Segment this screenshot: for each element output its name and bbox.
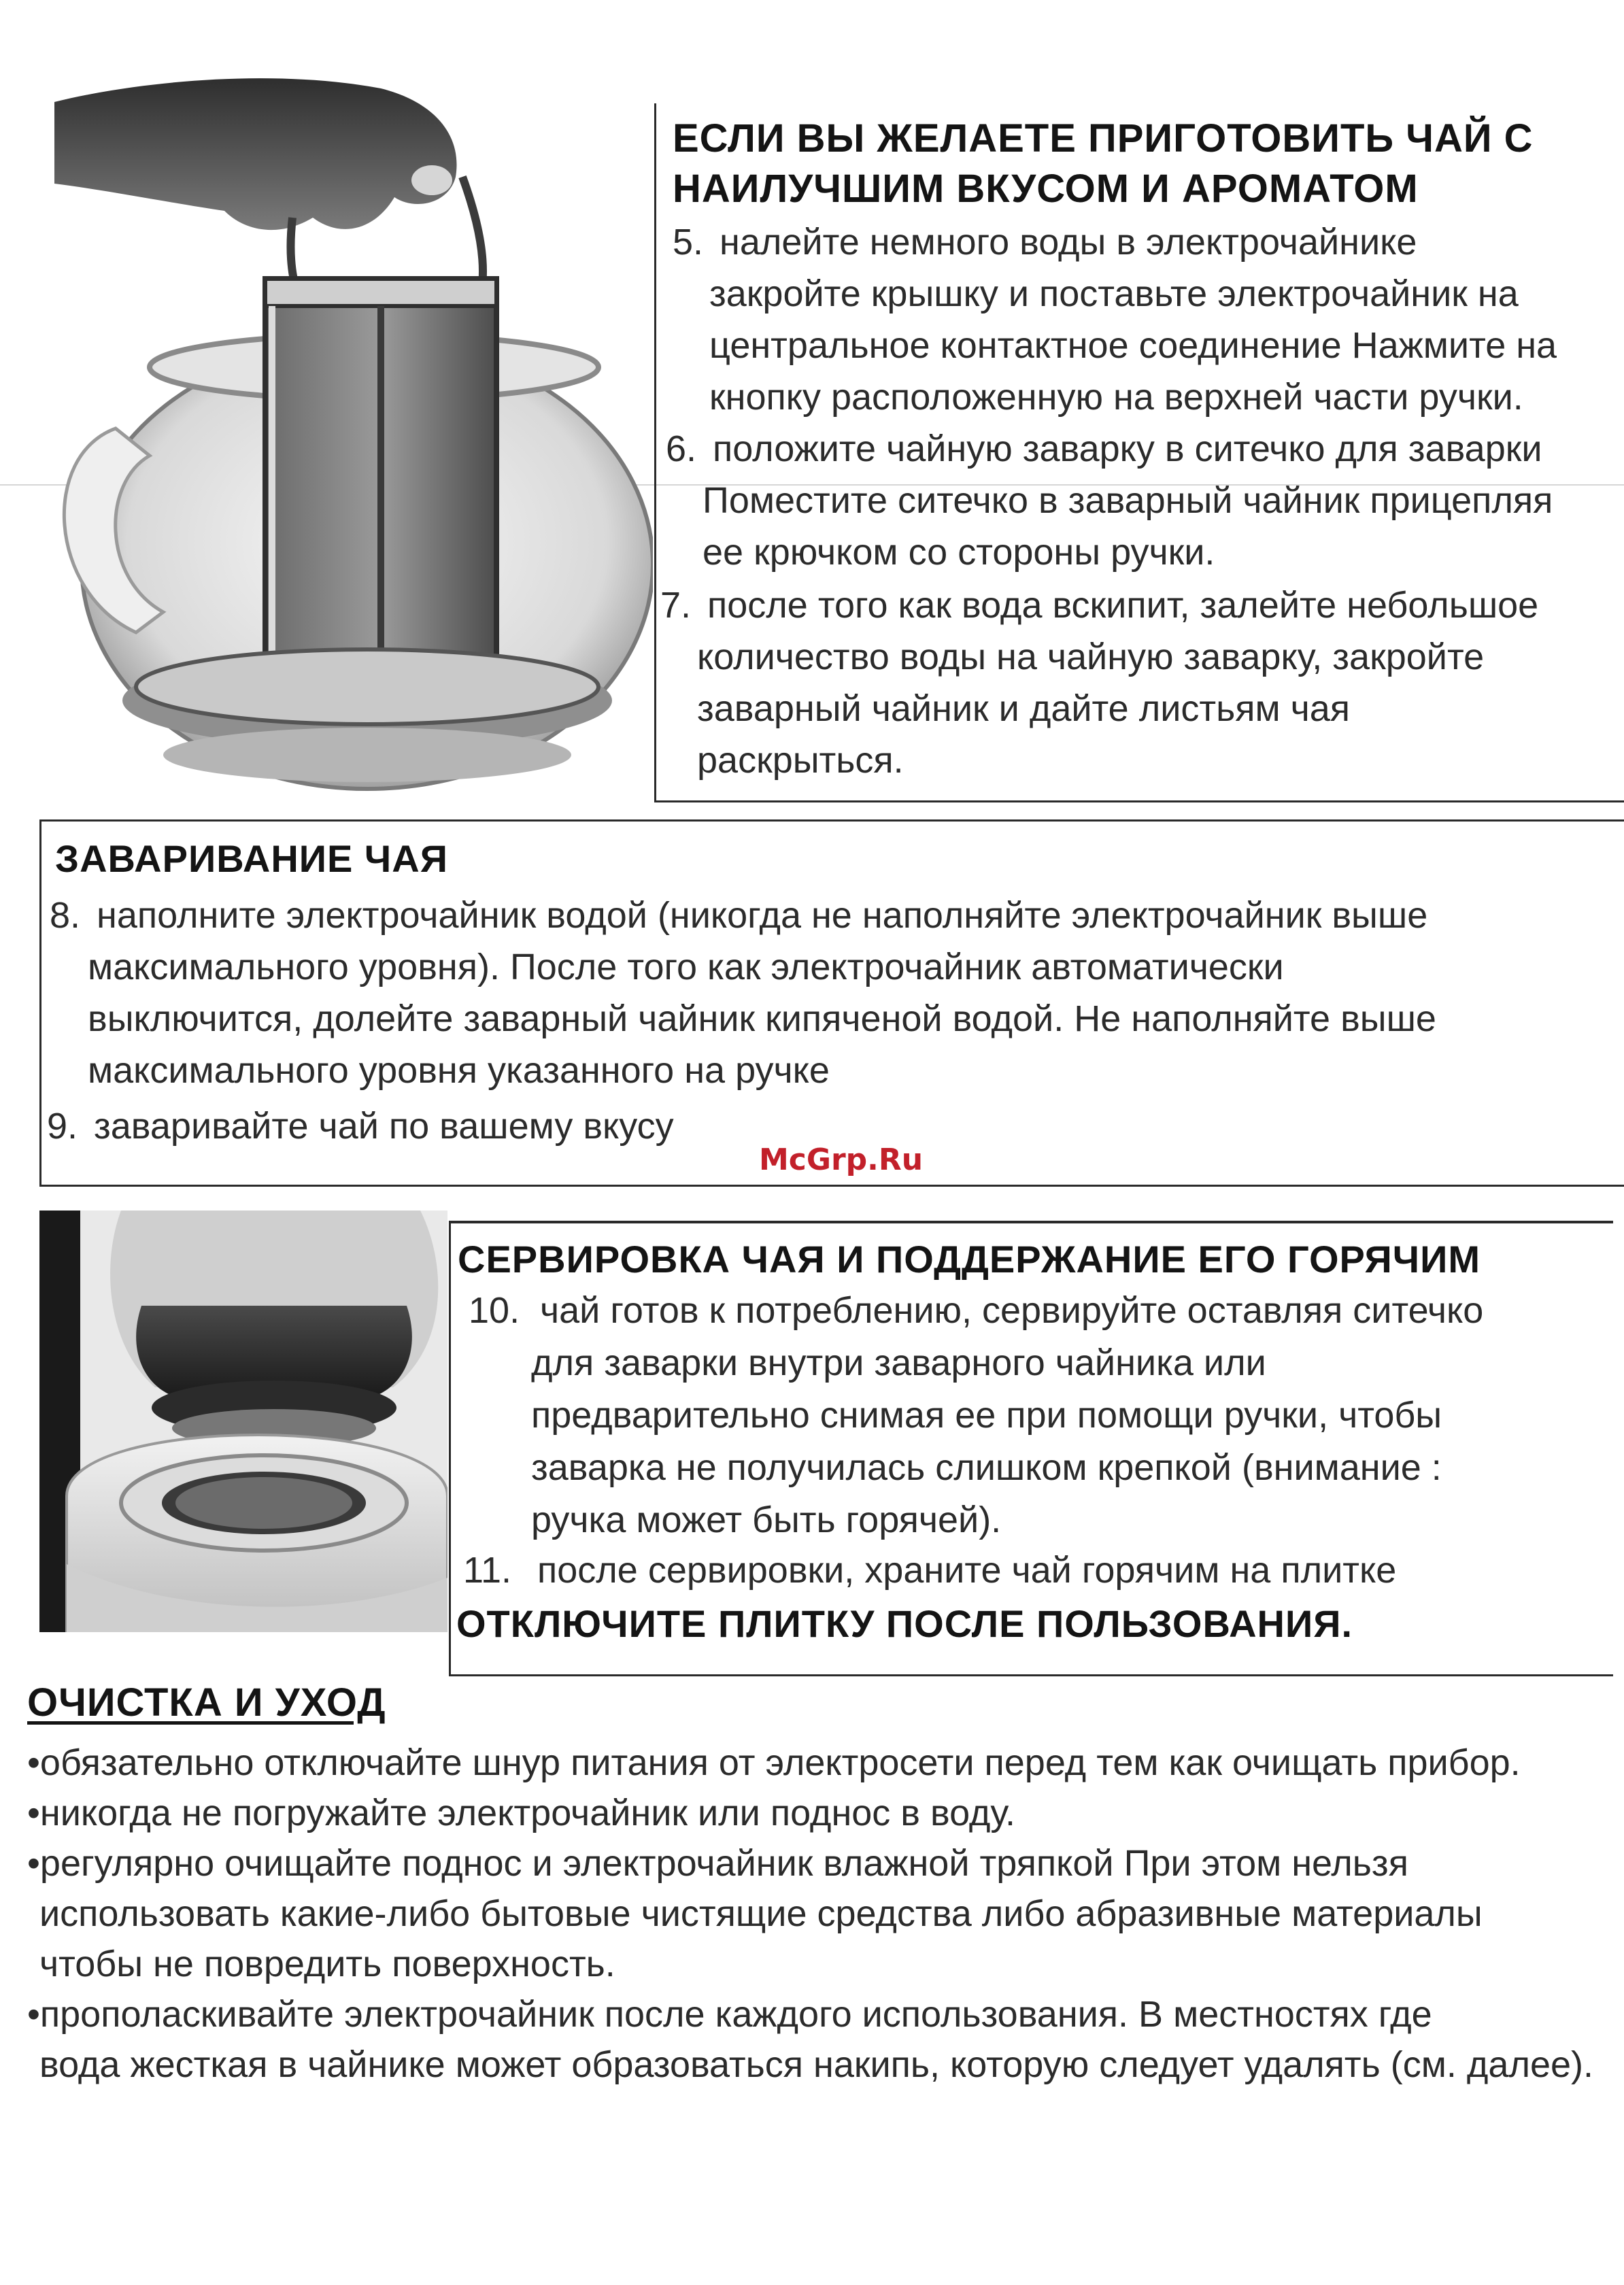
serving-box (449, 1221, 1613, 1676)
step-text-line: количество воды на чайную заварку, закройте (697, 637, 1485, 677)
step-text-line: после того как вода вскипит, залейте небольшое (707, 585, 1539, 626)
tea-best-taste-title-line2: НАИЛУЧШИМ ВКУСОМ И АРОМАТОМ (673, 167, 1419, 211)
step-number: 6. (666, 428, 697, 469)
step-number: 5. (673, 222, 704, 263)
step-11 (463, 1544, 1396, 1597)
step-text-line: кнопку расположенную на верхней части ручки. (709, 377, 1523, 418)
teapot-strainer-illustration (54, 75, 653, 802)
step-text-line: заваривайте чай по вашему вкусу (94, 1106, 674, 1147)
step-number: 9. (47, 1106, 78, 1147)
brewing-title: ЗАВАРИВАНИЕ ЧАЯ (55, 837, 448, 880)
step-text-line: выключится, долейте заварный чайник кипяченой водой. Не наполняйте выше (88, 998, 1436, 1039)
cleaning-bullet (27, 1788, 1605, 1838)
bullet-text-line: регулярно очищайте поднос и электрочайник влажной тряпкой При этом нельзя (39, 1843, 1408, 1884)
step-7 (660, 579, 1538, 786)
step-text-line: положите чайную заварку в ситечко для заварки (713, 428, 1542, 469)
step-text-line: заварка не получилась слишком крепкой (внимание : (531, 1447, 1442, 1488)
cleaning-bullet (27, 1989, 1605, 2090)
step-number: 11. (463, 1550, 512, 1591)
bullet-dot: • (27, 1843, 40, 1884)
step-text-line: закройте крышку и поставьте электрочайник на (709, 273, 1519, 314)
step-text-line: центральное контактное соединение Нажмите на (709, 325, 1557, 366)
cleaning-bullet (27, 1738, 1605, 1788)
bullet-text-line: использовать какие-либо бытовые чистящие средства либо абразивные материалы (39, 1893, 1483, 1934)
bullet-dot: • (27, 1793, 40, 1833)
step-text-line: Поместите ситечко в заварный чайник прицепляя (703, 480, 1553, 521)
step-text-line: наполните электрочайник водой (никогда не наполняйте электрочайник выше (97, 895, 1428, 936)
cleaning-section (27, 1680, 1605, 2090)
bullet-text-line: чтобы не повредить поверхность. (39, 1944, 615, 1984)
tea-best-taste-title-line1: ЕСЛИ ВЫ ЖЕЛАЕТЕ ПРИГОТОВИТЬ ЧАЙ С (673, 116, 1534, 160)
bullet-text-line: обязательно отключайте шнур питания от электросети перед тем как очищать прибор. (39, 1742, 1521, 1783)
step-9 (47, 1100, 674, 1152)
step-text-line: после сервировки, храните чай горячим на плитке (537, 1550, 1397, 1591)
step-text-line: раскрыться. (697, 740, 904, 781)
teapot-warmer-illustration (39, 1211, 447, 1632)
step-number: 10. (469, 1290, 520, 1331)
step-text-line: налейте немного воды в электрочайнике (720, 222, 1417, 263)
step-5 (673, 216, 1557, 423)
step-text-line: чай готов к потреблению, сервируйте оставляя ситечко (540, 1290, 1484, 1331)
tea-best-taste-box (654, 103, 1624, 802)
brewing-box (39, 819, 1624, 1187)
bullet-text-line: никогда не погружайте электрочайник или поднос в воду. (39, 1793, 1016, 1833)
bullet-dot: • (27, 1742, 40, 1783)
serving-title: СЕРВИРОВКА ЧАЯ И ПОДДЕРЖАНИЕ ЕГО ГОРЯЧИМ (458, 1238, 1481, 1281)
step-text-line: предварительно снимая ее при помощи ручки, чтобы (531, 1395, 1442, 1436)
bullet-dot: • (27, 1994, 40, 2035)
cleaning-bullet (27, 1838, 1605, 1989)
unplug-warning: ОТКЛЮЧИТЕ ПЛИТКУ ПОСЛЕ ПОЛЬЗОВАНИЯ. (456, 1602, 1353, 1645)
cleaning-title: ОЧИСТКА И УХОД (27, 1680, 386, 1725)
bullet-text-line: вода жесткая в чайнике может образоваться накипь, которую следует удалять (см. далее). (39, 2044, 1594, 2085)
step-text-line: максимального уровня указанного на ручке (88, 1050, 830, 1091)
teapot-strainer-photo (54, 75, 653, 802)
step-text-line: ручка может быть горячей). (531, 1500, 1002, 1540)
teapot-warmer-photo (39, 1211, 447, 1632)
mcgrp-watermark: McGrp.Ru (759, 1142, 924, 1177)
step-text-line: ее крючком со стороны ручки. (703, 532, 1215, 573)
step-text-line: заварный чайник и дайте листьям чая (697, 688, 1351, 729)
bullet-text-line: прополаскивайте электрочайник после каждого использования. В местностях где (39, 1994, 1432, 2035)
step-number: 8. (50, 895, 81, 936)
step-8 (50, 890, 1436, 1096)
step-text-line: максимального уровня). После того как электрочайник автоматически (88, 947, 1284, 987)
step-number: 7. (660, 585, 692, 626)
step-6 (666, 423, 1553, 578)
step-10 (469, 1285, 1483, 1546)
step-text-line: для заварки внутри заварного чайника или (531, 1342, 1266, 1383)
